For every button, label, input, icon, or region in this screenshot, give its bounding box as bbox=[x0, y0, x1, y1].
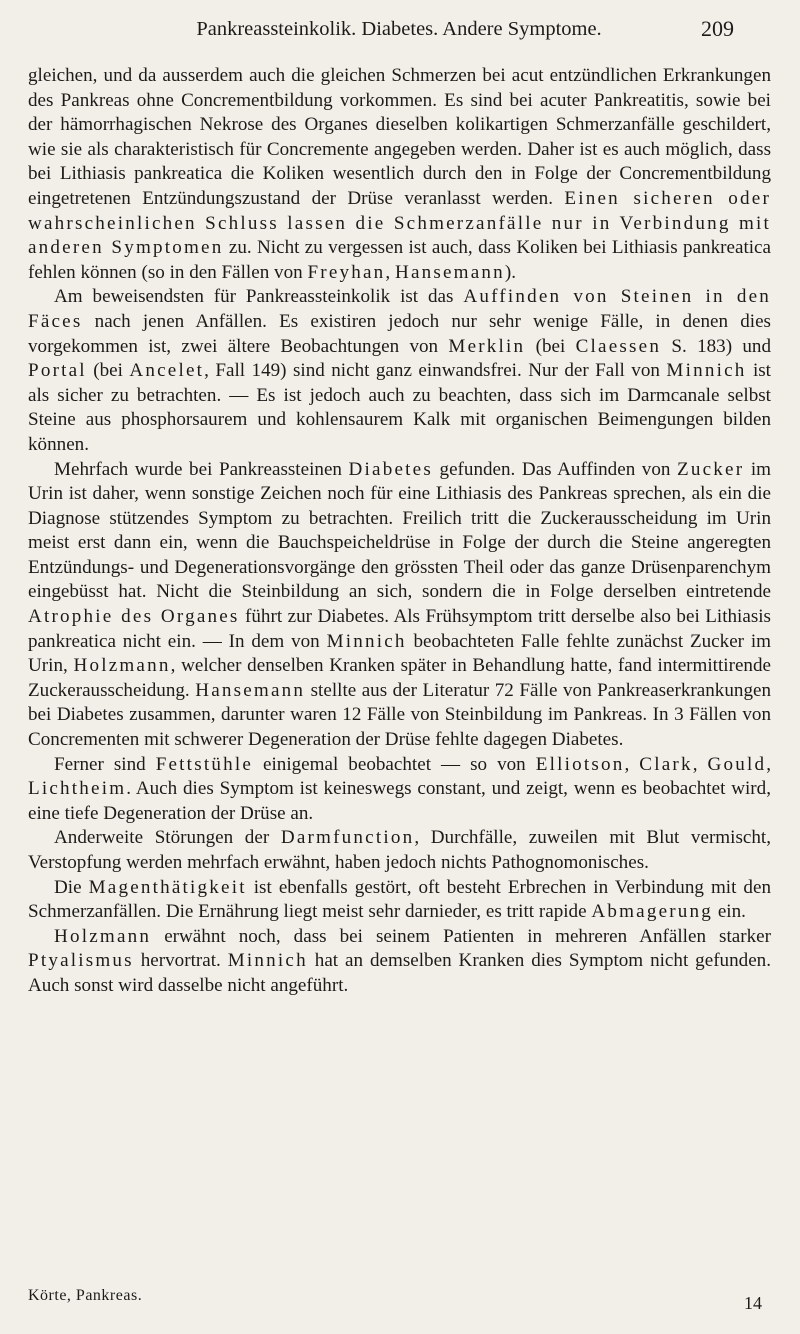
text-run: zu. Nicht zu vergessen ist auch, dass Koliken bei Lithiasis pankreatica fehlen können (so in den Fällen von bbox=[28, 237, 771, 283]
text-run: , bbox=[692, 753, 708, 775]
spaced-emphasis: Gould bbox=[707, 753, 767, 775]
text-run: , bbox=[766, 753, 771, 775]
paragraph bbox=[28, 753, 771, 827]
spaced-emphasis: Ptyalismus bbox=[28, 950, 134, 972]
text-run: , bbox=[624, 753, 640, 775]
text-run: erwähnt noch, dass bei seinem Patienten in mehreren Anfällen starker bbox=[151, 925, 771, 947]
spaced-emphasis: Fettstühle bbox=[155, 753, 253, 775]
sheet-number: 14 bbox=[744, 1293, 762, 1313]
spaced-emphasis: Elliotson bbox=[535, 753, 625, 775]
paragraph bbox=[28, 458, 771, 753]
text-run: hat an demselben Kranken dies Symptom nicht gefunden. Auch sonst wird dasselbe nicht angeführt. bbox=[28, 950, 771, 996]
text-run: nach jenen Anfällen. Es existiren jedoch nur sehr wenige Fälle, in denen dies vorgekommen ist, zwei ältere Beobachtungen von bbox=[28, 310, 771, 357]
text-run: , Durchfälle, zuweilen mit Blut vermischt, Verstopfung werden mehrfach erwähnt, haben jedoch nichts Pathognomonisches. bbox=[28, 827, 771, 873]
spaced-emphasis: Holzmann bbox=[54, 925, 152, 947]
spaced-emphasis: Diabetes bbox=[348, 458, 433, 480]
spaced-emphasis: Portal bbox=[28, 360, 87, 382]
text-run: im Urin ist daher, wenn sonstige Zeichen noch für eine Lithiasis des Pankreas sprechen, als ein die Diagnose stützendes Symptom zu betrachten. Freilich tritt die Zuckerausscheidung im Urin meist erst dann ein, wenn die Bauchspeicheldrüse in Folge der durch die Steine angeregten Entzündungs- und Degenerationsvorgänge den grössten Theil oder das ganze Drüsenparenchym eingebüsst hat. Nicht die Steinbildung an sich, sondern die in Folge derselben eintretende bbox=[28, 458, 772, 603]
spaced-emphasis: Holzmann bbox=[73, 655, 171, 677]
text-run: . Auch dies Symptom ist keineswegs constant, und zeigt, wenn es beobachtet wird, eine tiefe Degeneration der Drüse an. bbox=[28, 778, 771, 824]
spaced-emphasis: Zucker bbox=[677, 458, 745, 480]
spaced-emphasis: Minnich bbox=[326, 630, 407, 652]
paragraph bbox=[28, 285, 771, 457]
signature-mark: Körte, Pankreas. bbox=[28, 1287, 143, 1304]
paragraph bbox=[28, 876, 771, 925]
body-text bbox=[28, 64, 771, 999]
text-run: ). bbox=[504, 261, 517, 283]
text-run: (bei bbox=[86, 360, 130, 382]
page-number: 209 bbox=[701, 16, 734, 41]
page-footer bbox=[28, 1287, 762, 1317]
text-run: S. 183) und bbox=[661, 335, 771, 357]
text-run: , bbox=[385, 261, 395, 283]
text-run: ist ebenfalls gestört, oft besteht Erbrechen in Verbindung mit den Schmerzanfällen. Die Ernährung liegt meist sehr darnieder, es tritt rapide bbox=[28, 876, 771, 923]
text-run: gefunden. Das Auffinden von bbox=[432, 458, 678, 480]
text-run: einigemal beobachtet — so von bbox=[253, 753, 536, 775]
spaced-emphasis: Merklin bbox=[448, 335, 526, 357]
paragraph bbox=[28, 925, 771, 999]
text-run: hervortrat. bbox=[133, 950, 228, 972]
spaced-emphasis: Minnich bbox=[666, 360, 747, 382]
spaced-emphasis: Atrophie des Organes bbox=[28, 606, 240, 628]
spaced-emphasis: Minnich bbox=[227, 950, 308, 972]
text-run: gleichen, und da ausserdem auch die gleichen Schmerzen bei acut entzündlichen Erkrankungen des Pankreas ohne Concrementbildung vorkommen. Es sind bei acuter Pankreatitis, sowie bei der hämorrhagischen Nekrose des Organes dieselben kolikartigen Schmerzanfälle geschildert, wie sie als charakteristisch für Concremente angegeben werden. Daher ist es auch möglich, dass bei Lithiasis pankreatica die Koliken wesentlich durch den in Folge der Concrementbildung eingetretenen Entzündungszustand der Drüse veranlasst werden. bbox=[28, 65, 771, 209]
spaced-emphasis: Auffinden von Steinen in den Fäces bbox=[28, 286, 772, 332]
text-run: , Fall 149) sind nicht ganz einwandsfrei. Nur der Fall von bbox=[204, 360, 667, 382]
text-run: (bei bbox=[525, 335, 576, 357]
spaced-emphasis: Magenthätigkeit bbox=[88, 876, 247, 898]
text-run: ist als sicher zu betrachten. — Es ist jedoch auch zu beachten, dass sich im Darmcanale selbst Steine aus phosphorsaurem und kohlensaurem Kalk mit organischen Beimengungen bilden können. bbox=[28, 360, 771, 455]
text-run: Mehrfach wurde bei Pankreassteinen bbox=[54, 458, 349, 480]
paragraph bbox=[28, 64, 771, 285]
spaced-emphasis: Clark bbox=[639, 753, 693, 775]
spaced-emphasis: Hansemann bbox=[195, 679, 306, 701]
text-run: Ferner sind bbox=[54, 753, 156, 775]
text-run: beobachteten Falle fehlte zunächst Zucker im Urin, bbox=[28, 630, 772, 677]
spaced-emphasis: Hansemann bbox=[394, 261, 505, 283]
text-run: stellte aus der Literatur 72 Fälle von Pankreaserkrankungen bei Diabetes zusammen, darunter waren 12 Fälle von Steinbildung im Pankreas. In 3 Fällen von Concrementen mit schwerer Degeneration der Drüse fehlte dagegen Diabetes. bbox=[28, 679, 772, 751]
spaced-emphasis: Einen sicheren oder wahrscheinlichen Schluss lassen die Schmerzanfälle nur in Verbindung mit anderen Symptomen bbox=[28, 187, 772, 259]
spaced-emphasis: Freyhan bbox=[307, 261, 386, 283]
text-run: führt zur Diabetes. Als Frühsymptom tritt derselbe also bei Lithiasis pankreatica nicht ein. — In dem von bbox=[28, 606, 771, 652]
text-run: Am beweisendsten für Pankreassteinkolik ist das bbox=[54, 286, 464, 308]
text-run: , welcher denselben Kranken später in Behandlung hatte, fand intermittirende Zuckerausscheidung. bbox=[28, 655, 772, 701]
text-run: Anderweite Störungen der bbox=[54, 827, 281, 849]
spaced-emphasis: Ancelet bbox=[129, 360, 205, 382]
running-head: Pankreassteinkolik. Diabetes. Andere Symptome. bbox=[196, 18, 602, 40]
paragraph bbox=[28, 826, 771, 875]
text-run: Die bbox=[54, 876, 89, 898]
spaced-emphasis: Abmagerung bbox=[591, 901, 714, 923]
page-header bbox=[64, 14, 734, 44]
spaced-emphasis: Claessen bbox=[575, 335, 662, 357]
spaced-emphasis: Darmfunction bbox=[280, 827, 415, 849]
spaced-emphasis: Lichtheim bbox=[28, 778, 127, 800]
text-run: ein. bbox=[713, 901, 746, 923]
